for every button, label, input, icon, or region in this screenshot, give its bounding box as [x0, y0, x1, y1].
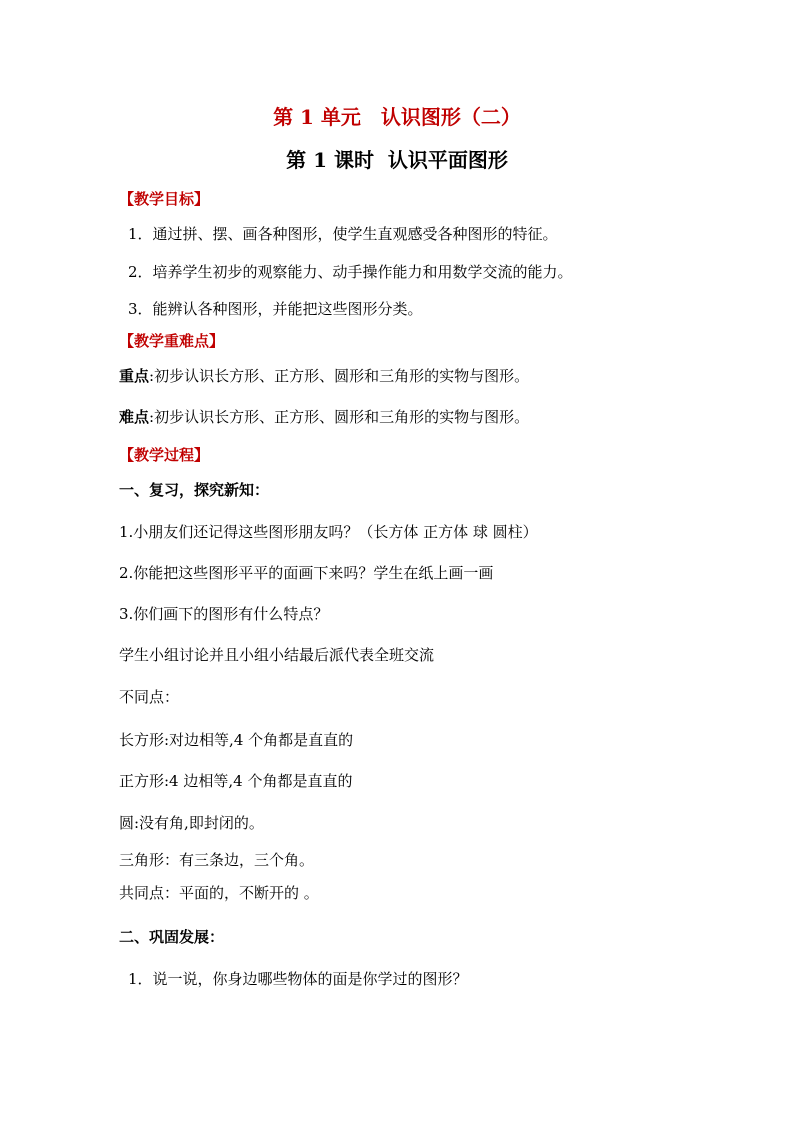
part2-line: 1．说一说，你身边哪些物体的面是你学过的图形？	[128, 970, 468, 988]
difficult-point	[119, 407, 529, 427]
part1-title: 一、复习，探究新知：	[119, 481, 270, 499]
key-point-text: :初步认识长方形、正方形、圆形和三角形的实物与图形。	[149, 367, 530, 385]
difficult-point-label: 难点	[119, 408, 150, 426]
process-line: 正方形:4 边相等,4 个角都是直直的	[119, 772, 353, 790]
process-line: 学生小组讨论并且小组小结最后派代表全班交流	[119, 646, 435, 664]
process-line: 三角形：有三条边，三个角。	[119, 851, 315, 869]
goal-item: 2．培养学生初步的观察能力、动手操作能力和用数学交流的能力。	[128, 263, 573, 281]
part2-title: 二、巩固发展：	[119, 928, 225, 946]
process-heading: 【教学过程】	[119, 446, 210, 464]
process-line: 1.小朋友们还记得这些图形朋友吗？（长方体 正方体 球 圆柱）	[119, 523, 538, 541]
process-line: 不同点：	[119, 688, 180, 706]
lesson-title: 第 1 课时 认识平面图形	[286, 148, 508, 172]
process-line: 3.你们画下的图形有什么特点？	[119, 605, 329, 623]
difficult-point-text: :初步认识长方形、正方形、圆形和三角形的实物与图形。	[149, 408, 530, 426]
unit-title: 第 1 单元 认识图形（二）	[273, 105, 521, 129]
process-line: 2.你能把这些图形平平的面画下来吗？学生在纸上画一画	[119, 564, 494, 582]
goals-heading: 【教学目标】	[119, 190, 210, 208]
key-point	[119, 366, 529, 386]
goal-item: 1．通过拼、摆、画各种图形，使学生直观感受各种图形的特征。	[128, 225, 558, 243]
key-point-label: 重点	[119, 367, 150, 385]
keypoints-heading: 【教学重难点】	[119, 332, 225, 350]
process-line: 共同点：平面的，不断开的 。	[119, 884, 319, 902]
process-line: 圆:没有角,即封闭的。	[119, 814, 264, 832]
goal-item: 3．能辨认各种图形，并能把这些图形分类。	[128, 300, 423, 318]
process-line: 长方形:对边相等,4 个角都是直直的	[119, 731, 354, 749]
